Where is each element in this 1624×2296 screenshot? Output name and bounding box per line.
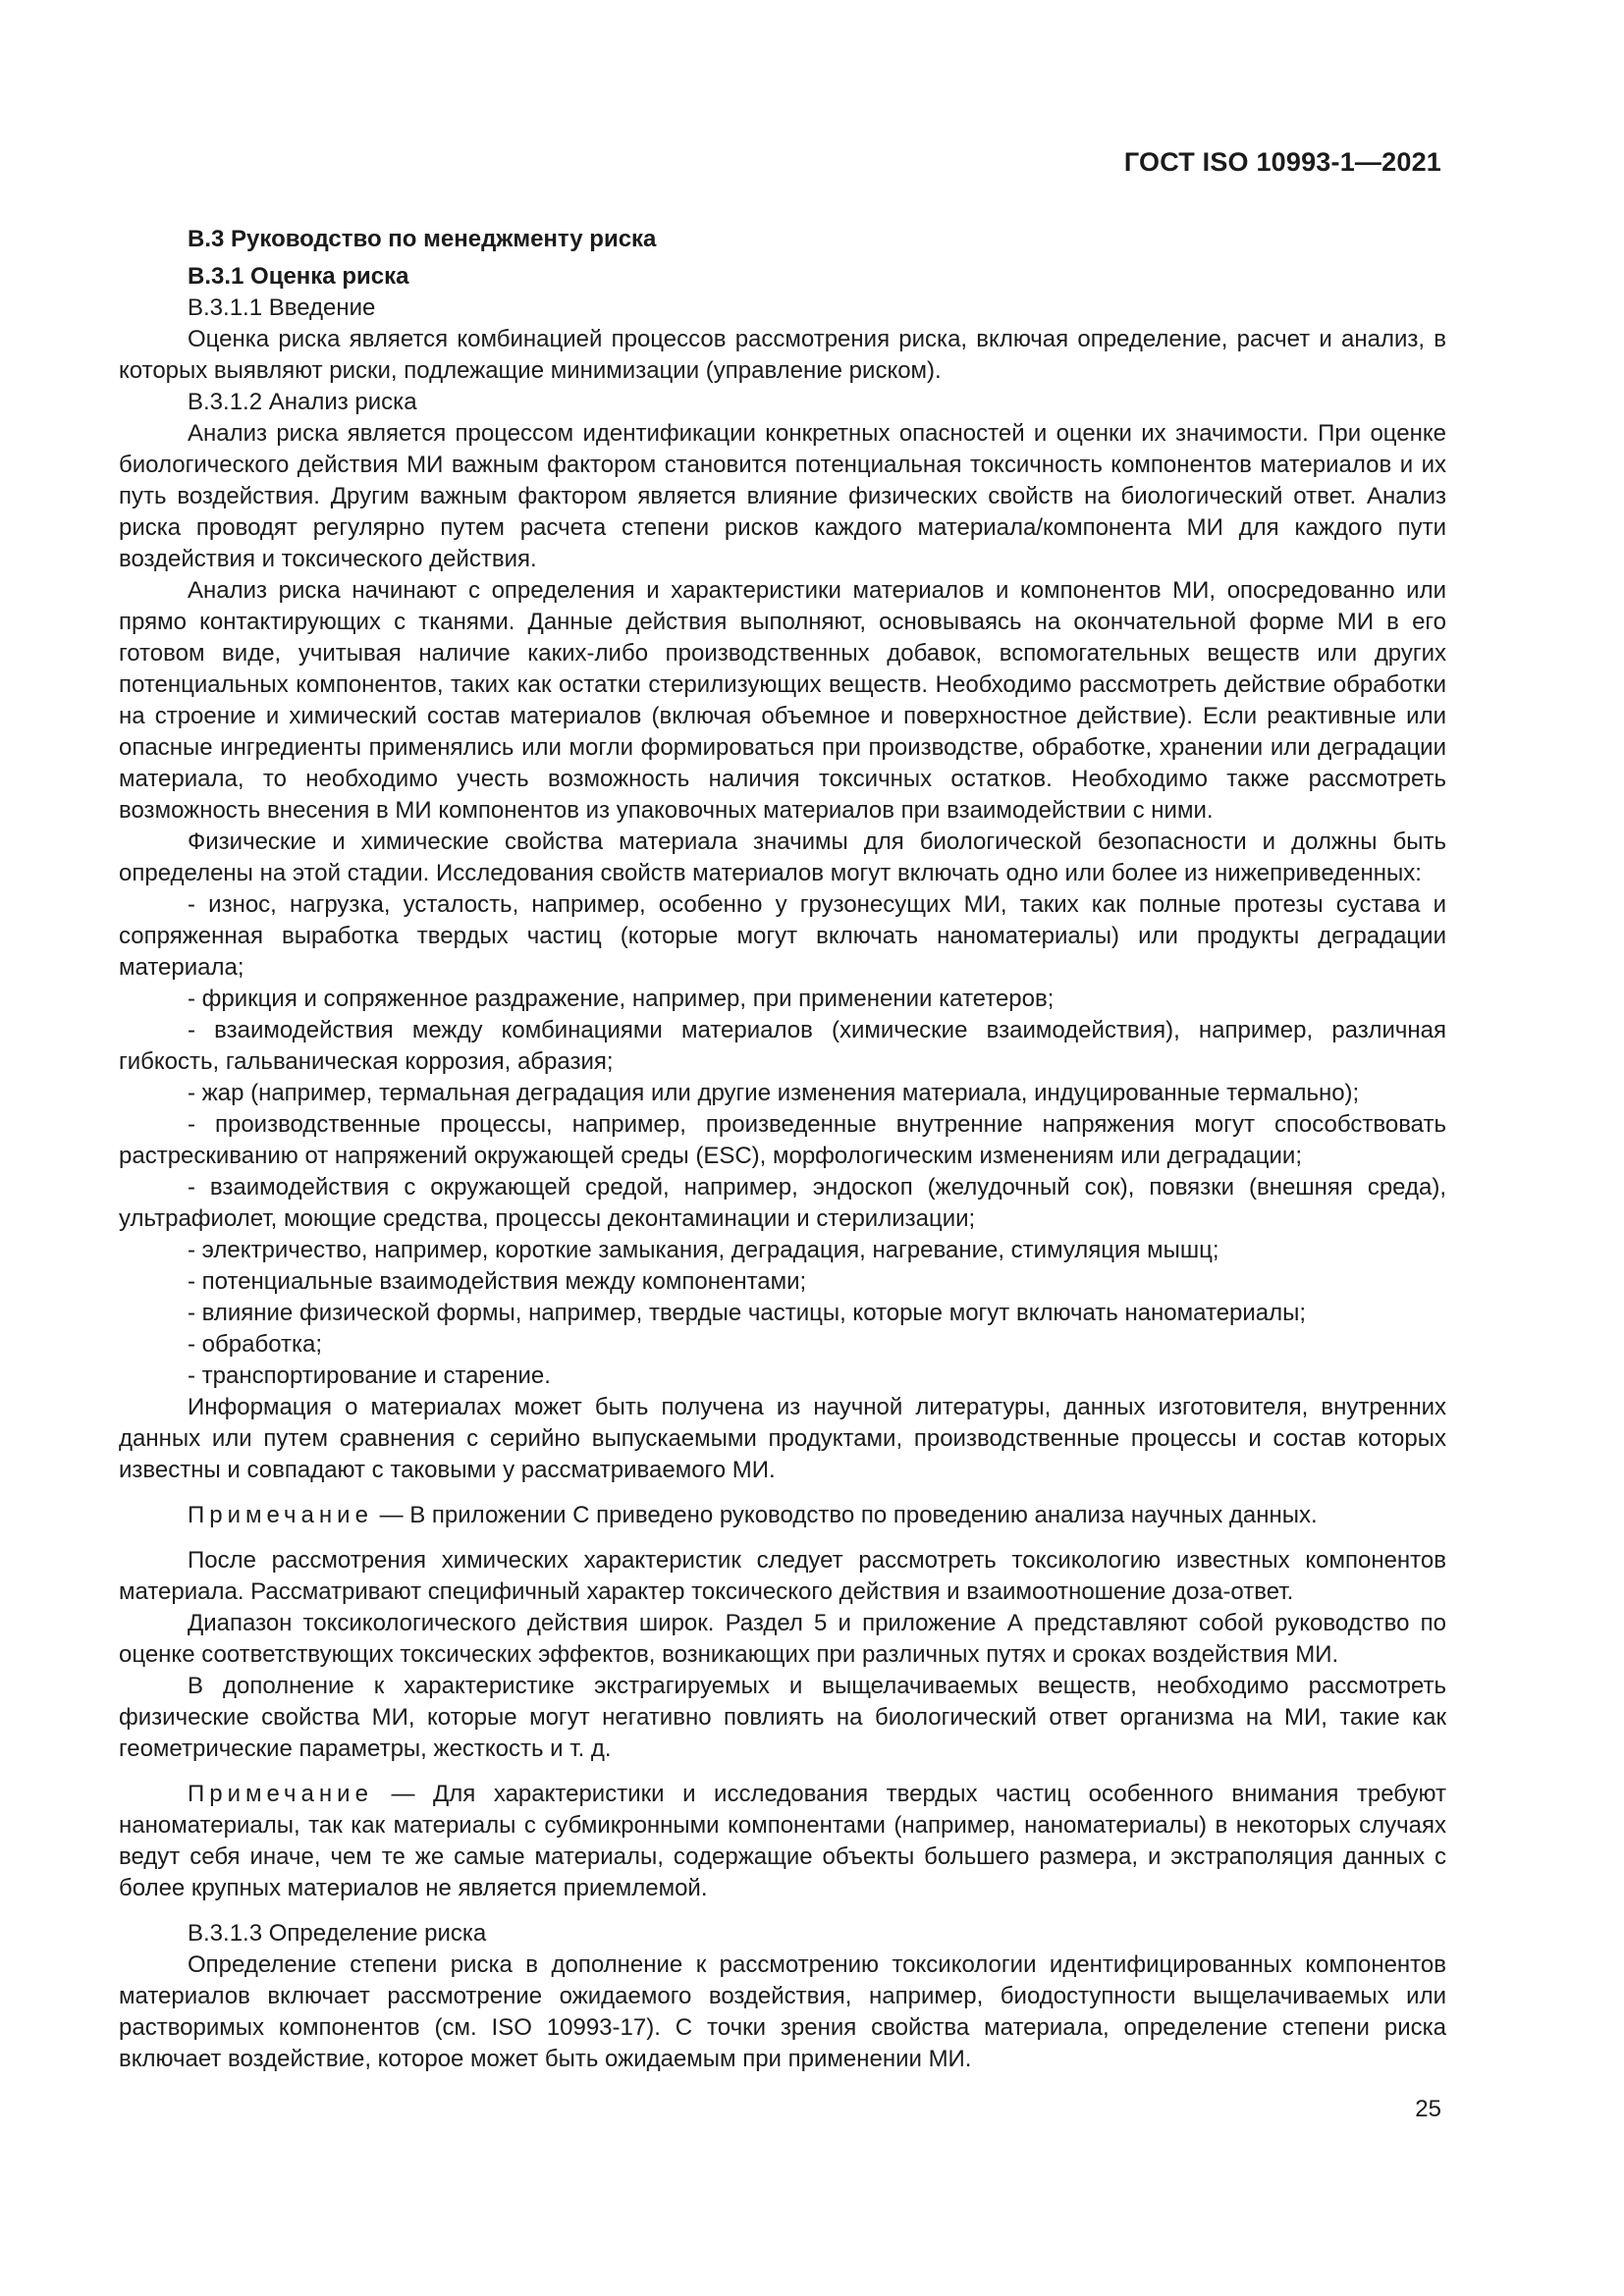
list-item: - обработка; <box>188 1331 323 1358</box>
subsection-heading: B.3.1 Оценка риска <box>188 263 409 290</box>
page-number: 25 <box>1415 2096 1441 2122</box>
note-label: Примечание <box>188 1781 373 1807</box>
list-item: - износ, нагрузка, усталость, например, особенно у грузонесущих МИ, таких как полные протезы сустава и сопряженная выработка твердых частиц (которые могут включать наноматериалы) или продукты деградации материала; <box>119 891 1446 981</box>
analysis-paragraph-4: Информация о материалах может быть получена из научной литературы, данных изготовителя, внутренних данных или путем сравнения с серийно выпускаемыми продуктами, производственные процессы и состав которых известны и совпадают с таковыми у рассматриваемого МИ. <box>119 1394 1446 1483</box>
analysis-paragraph-5: После рассмотрения химических характеристик следует рассмотреть токсикологию известных компонентов материала. Рассматривают специфичный характер токсического действия и взаимоотношение доза-ответ. <box>119 1547 1446 1605</box>
list-item: - жар (например, термальная деградация или другие изменения материала, индуцированные термально); <box>188 1080 1360 1106</box>
analysis-paragraph-1: Анализ риска является процессом идентификации конкретных опасностей и оценки их значимости. При оценке биологического действия МИ важным фактором становится потенциальная токсичность компонентов материалов и их путь воздействия. Другим важным фактором является влияние физических свойств на биологический ответ. Анализ риска проводят регулярно путем расчета степени рисков каждого материала/компонента МИ для каждого пути воздействия и токсического действия. <box>119 420 1446 572</box>
list-item: - взаимодействия между комбинациями материалов (химические взаимодействия), например, различная гибкость, гальваническая коррозия, абразия; <box>119 1017 1446 1075</box>
analysis-heading: B.3.1.2 Анализ риска <box>188 389 417 415</box>
analysis-paragraph-3: Физические и химические свойства материала значимы для биологической безопасности и должны быть определены на этой стадии. Исследования свойств материалов могут включать одно или более из нижеприведенных: <box>119 828 1446 886</box>
document-standard-code: ГОСТ ISO 10993-1—2021 <box>1123 147 1441 177</box>
note-label: Примечание <box>188 1502 373 1528</box>
list-item: - влияние физической формы, например, твердые частицы, которые могут включать наноматериалы; <box>188 1300 1307 1326</box>
determination-heading: B.3.1.3 Определение риска <box>188 1920 487 1947</box>
intro-heading: B.3.1.1 Введение <box>188 294 376 321</box>
analysis-paragraph-7: В дополнение к характеристике экстрагируемых и выщелачиваемых веществ, необходимо рассмотреть физические свойства МИ, которые могут негативно повлиять на биологический ответ организма на МИ, такие как геометрические параметры, жесткость и т. д. <box>119 1673 1446 1762</box>
note-2 <box>119 1779 1446 1904</box>
intro-paragraph: Оценка риска является комбинацией процессов рассмотрения риска, включая определение, расчет и анализ, в которых выявляют риски, подлежащие минимизации (управление риском). <box>119 326 1446 384</box>
document-body <box>119 224 1446 2075</box>
list-item: - транспортирование и старение. <box>188 1362 551 1389</box>
section-heading: B.3 Руководство по менеджменту риска <box>188 226 657 252</box>
list-item: - потенциальные взаимодействия между компонентами; <box>188 1268 807 1295</box>
list-item: - производственные процессы, например, произведенные внутренние напряжения могут способствовать растрескиванию от напряжений окружающей среды (ESC), морфологическим изменениям или деградации; <box>119 1111 1446 1169</box>
note-text: — В приложении С приведено руководство по проведению анализа научных данных. <box>372 1502 1318 1528</box>
list-item: - фрикция и сопряженное раздражение, например, при применении катетеров; <box>188 986 1055 1012</box>
list-item: - взаимодействия с окружающей средой, например, эндоскоп (желудочный сок), повязки (внешняя среда), ультрафиолет, моющие средства, процессы деконтаминации и стерилизации; <box>119 1174 1446 1232</box>
analysis-paragraph-6: Диапазон токсикологического действия широк. Раздел 5 и приложение А представляют собой руководство по оценке соответствующих токсических эффектов, возникающих при различных путях и сроках воздействия МИ. <box>119 1610 1446 1668</box>
determination-paragraph: Определение степени риска в дополнение к рассмотрению токсикологии идентифицированных компонентов материалов включает рассмотрение ожидаемого воздействия, например, биодоступности выщелачиваемых или растворимых компонентов (см. ISO 10993-17). С точки зрения свойства материала, определение степени риска включает воздействие, которое может быть ожидаемым при применении МИ. <box>119 1951 1446 2072</box>
list-item: - электричество, например, короткие замыкания, деградация, нагревание, стимуляция мышц; <box>188 1237 1219 1263</box>
analysis-paragraph-2: Анализ риска начинают с определения и характеристики материалов и компонентов МИ, опосредованно или прямо контактирующих с тканями. Данные действия выполняют, основываясь на окончательной форме МИ в его готовом виде, учитывая наличие каких-либо производственных добавок, вспомогательных веществ или других потенциальных компонентов, таких как остатки стерилизующих веществ. Необходимо рассмотреть действие обработки на строение и химический состав материалов (включая объемное и поверхностное действие). Если реактивные или опасные ингредиенты применялись или могли формироваться при производстве, обработке, хранении или деградации материала, то необходимо учесть возможность наличия токсичных остатков. Необходимо также рассмотреть возможность внесения в МИ компонентов из упаковочных материалов при взаимодействии с ними. <box>119 577 1446 824</box>
note-1 <box>119 1500 1446 1531</box>
note-text: — Для характеристики и исследования твердых частиц особенного внимания требуют наноматериалы, так как материалы с субмикронными компонентами (например, наноматериалы) в некоторых случаях ведут себя иначе, чем те же самые материалы, содержащие объекты большего размера, и экстраполяция данных с более крупных материалов не является приемлемой. <box>119 1781 1446 1901</box>
